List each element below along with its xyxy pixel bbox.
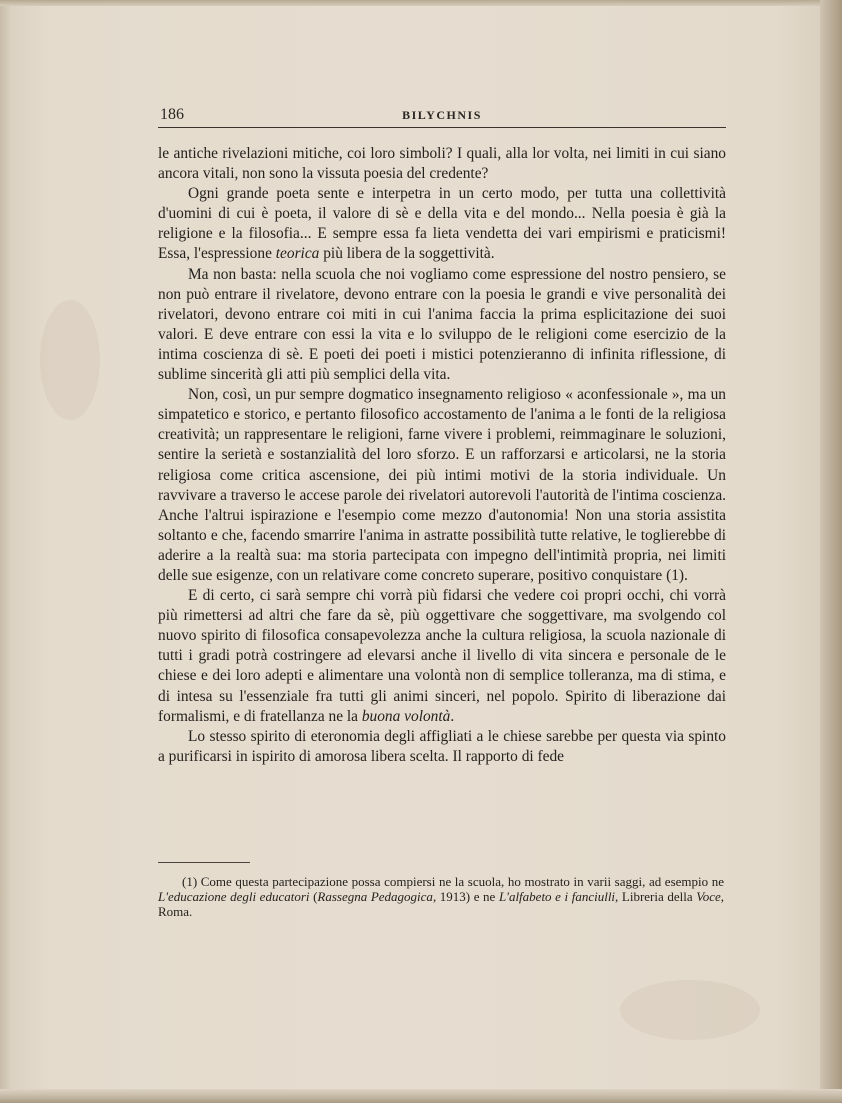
paragraph-text: Lo stesso spirito di eteronomia degli affigliati a le chiese sarebbe per questa via spinto a purificarsi in ispirito di amorosa libera scelta. Il rapporto di fede — [158, 727, 726, 765]
paper-stain — [40, 300, 100, 420]
footnote-italic: Voce — [696, 889, 721, 904]
running-head — [158, 106, 726, 128]
footnote-italic: L'alfabeto e i fanciulli — [498, 889, 616, 904]
footnote-part: , 1913) e ne — [432, 889, 499, 904]
footnote-part: , Roma. — [158, 889, 724, 919]
paragraph-text: Ogni grande poeta sente e interpetra in un certo modo, per tutta una collettività d'uomini di cui è poeta, il valore di sè e della vita e del mondo... Nella poesia è già la religione e la filosofia... E sempre essa fa lieta vendetta dei vari empirismi e praticismi! Essa, l'espressione — [158, 185, 726, 263]
paragraph — [158, 727, 726, 767]
footnote-rule — [158, 862, 250, 863]
paper-stain — [620, 980, 760, 1040]
paragraph — [158, 184, 726, 264]
footnote-part: , Libreria della — [615, 889, 697, 904]
page-right-edge — [820, 0, 842, 1103]
footnote-part: (1) Come questa partecipazione possa compiersi ne la scuola, ho mostrato in varii saggi, ad esempio ne — [182, 874, 724, 889]
paragraph-text: Non, così, un pur sempre dogmatico insegnamento religioso « aconfessionale », ma un simpatetico e storico, e pertanto filosofico accostamento de l'anima a le fonti de la religiosa creatività; un rappresentare le religioni, farne vivere i problemi, reimmaginare le soluzioni, sentire la serietà e sostanzialità del loro sforzo. E un rafforzarsi e articolarsi, ne la storia religiosa come critica ascensione, dei più intimi motivi de la storia individuale. Un ravvivare a traverso le accese parole dei rivelatori autorevoli l'autorità de l'intima coscienza. Anche l'altrui ispirazione e l'esempio come mezzo d'autonomia! Non una storia assistita soltanto e che, facendo smarrire l'anima in astratte possibilità tutte relative, le toglierebbe di aderire a la realtà sua: ma storia partecipata con impegno dell'intimità propria, nei limiti delle sue esigenze, con un relativare come concreto superare, positivo conquistare (1). — [158, 386, 726, 584]
page-left-edge — [0, 0, 10, 1103]
body-text — [158, 144, 726, 767]
paragraph-text: Ma non basta: nella scuola che noi vogliamo come espressione del nostro pensiero, se non può entrare il rivelatore, devono entrare con la poesia le grandi e vive personalità dei rivelatori, devono entrare coi miti in cui l'anima faccia la prima esplicitazione dei suoi valori. E deve entrare con essi la vita e lo sviluppo de le religioni come esercizio de la intima coscienza di sè. E poeti dei poeti i mistici potenzieranno di infinita riflessione, di sublime sincerità gli atti più semplici della vita. — [158, 265, 726, 384]
journal-title: BILYCHNIS — [402, 108, 482, 122]
page-bottom-edge — [0, 1089, 842, 1103]
paragraph-text: più libera de la soggettività. — [319, 245, 495, 263]
footnote-italic: L'educazione degli educatori — [158, 889, 310, 904]
paragraph — [158, 144, 726, 184]
paragraph-text: le antiche rivelazioni mitiche, coi loro simboli? I quali, alla lor volta, nei limiti in cui siano ancora vitali, non sono la vissuta poesia del credente? — [158, 145, 726, 183]
footnote — [158, 874, 724, 919]
italic-term: teorica — [275, 245, 320, 263]
paragraph — [158, 586, 726, 727]
paragraph-text: . — [450, 707, 455, 725]
italic-term: buona volontà — [361, 707, 451, 725]
page-number: 186 — [160, 106, 184, 123]
header-rule — [158, 127, 726, 128]
page-top-edge — [0, 0, 842, 6]
footnote-text — [158, 874, 724, 919]
paragraph — [158, 265, 726, 386]
paragraph-text: E di certo, ci sarà sempre chi vorrà più fidarsi che vedere coi propri occhi, chi vorrà più rimettersi ad altri che fare da sè, più oggettivare che soggettivare, ma svolgendo col nuovo spirito di filosofica consapevolezza anche la cultura religiosa, la scuola nazionale di tutti i gradi potrà costringere ad elevarsi anche il livello di vita sincera e personale de le chiese e dei loro adepti e alimentare una volontà non di semplice tolleranza, ma di stima, e di intesa su l'essenziale fra tutti gli animi sinceri, nel popolo. Spirito di liberazione dai formalismi, e di fratellanza ne la — [158, 587, 726, 725]
footnote-part: ( — [309, 889, 318, 904]
footnote-italic: Rassegna Pedagogica — [317, 889, 433, 904]
paragraph — [158, 385, 726, 586]
